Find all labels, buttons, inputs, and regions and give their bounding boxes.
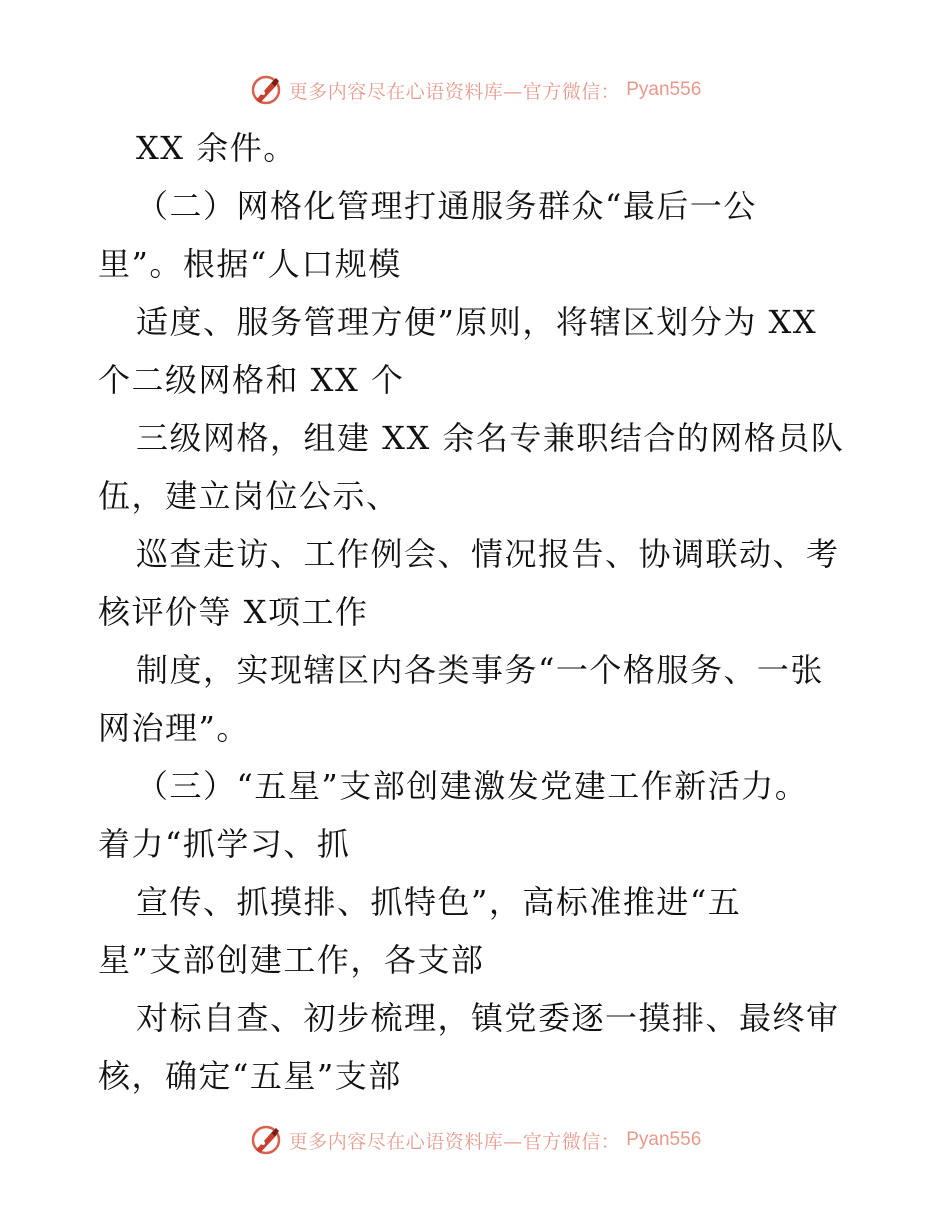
text-line: 巡查走访、工作例会、情况报告、协调联动、考 [136,535,840,573]
banner-wechat-id: Pyan556 [626,79,702,100]
text-line: 个二级网格和 XX 个 [98,361,405,399]
text-line: 制度，实现辖区内各类事务“一个格服务、一张 [136,651,824,689]
text-line: 核评价等 X项工作 [98,593,369,631]
banner-text: 更多内容尽在心语资料库—官方微信： [288,80,621,103]
text-line: XX 余件。 [136,129,297,167]
text-line: 星”支部创建工作，各支部 [98,941,485,979]
text-line: 适度、服务管理方便”原则，将辖区划分为 XX [136,303,818,341]
text-line: 对标自查、初步梳理，镇党委逐一摸排、最终审 [136,999,840,1037]
text-line: （三）“五星”支部创建激发党建工作新活力。 [136,767,809,805]
text-line: 伍，建立岗位公示、 [98,477,400,515]
banner-wechat-id: Pyan556 [626,1129,702,1150]
pen-logo-icon [249,1123,283,1157]
text-line: 着力“抓学习、抓 [98,825,351,863]
footer-watermark-banner [0,1120,950,1160]
banner-text: 更多内容尽在心语资料库—官方微信： [288,1130,621,1153]
text-line: （二）网格化管理打通服务群众“最后一公 [136,187,757,225]
text-line: 里”。根据“人口规模 [98,245,402,283]
text-line: 核，确定“五星”支部 [98,1057,402,1095]
text-line: 三级网格，组建 XX 余名专兼职结合的网格员队 [136,419,845,457]
text-line: 宣传、抓摸排、抓特色”，高标准推进“五 [136,883,742,921]
text-line: 网治理”。 [98,709,250,747]
